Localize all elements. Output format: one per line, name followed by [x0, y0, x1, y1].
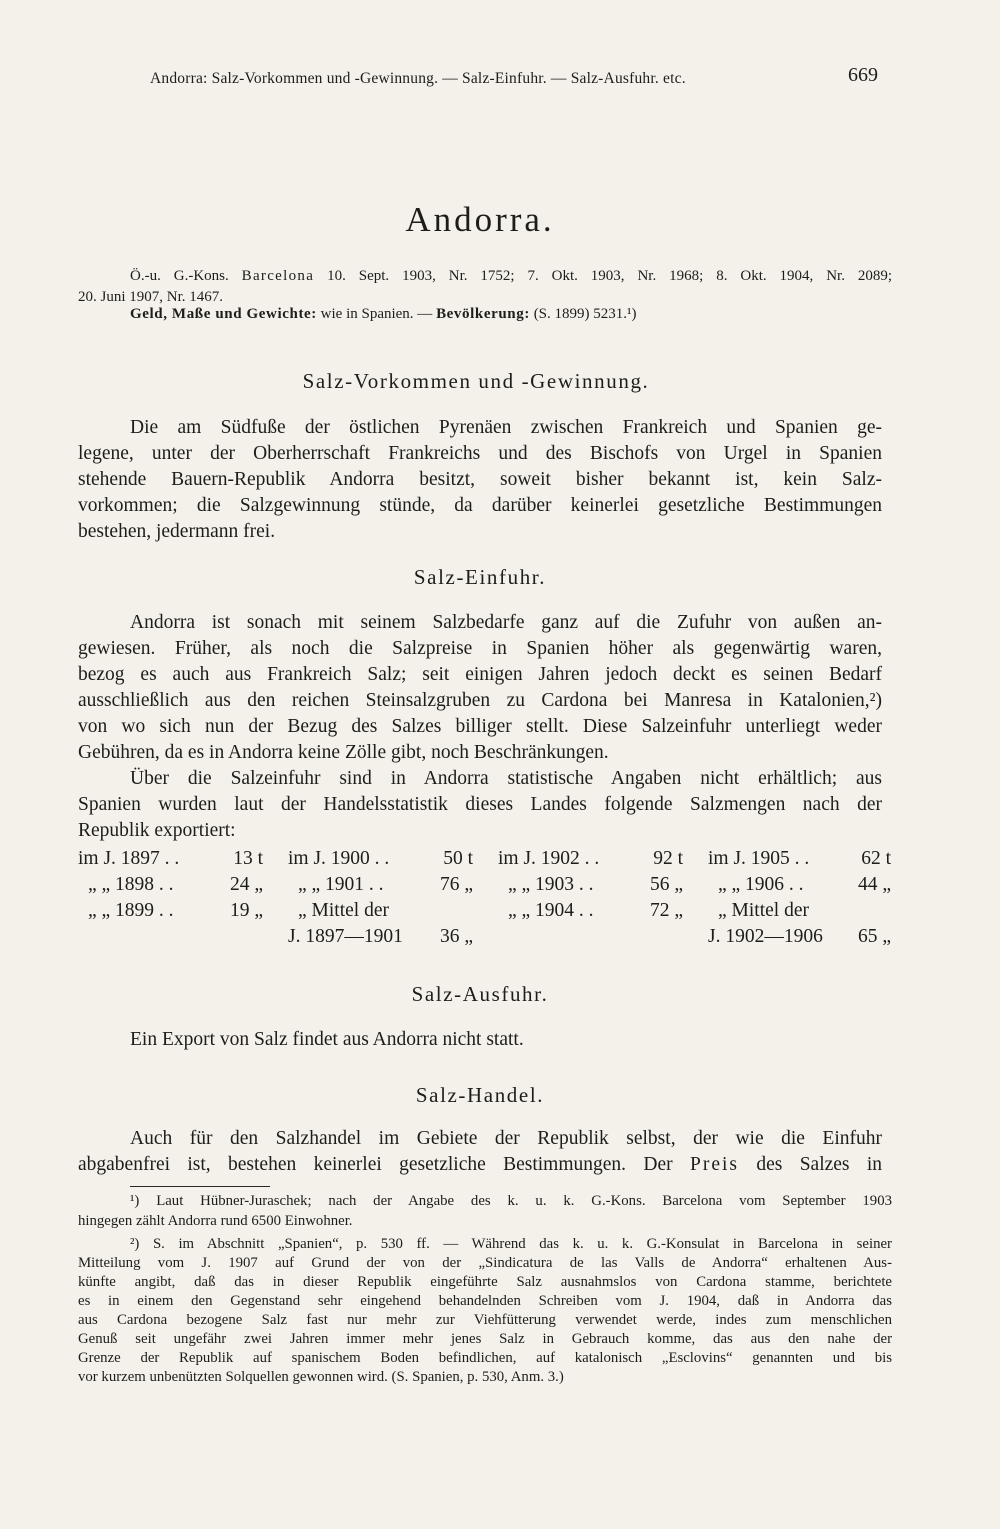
footnote-line: aus Cardona bezogene Salz fast nur mehr zur Viehfütterung verwendet werde, indes zum menschlichen — [78, 1312, 892, 1328]
footnote-line: es in einem den Gegenstand sehr eingehend behandelnden Schreiben vom J. 1904, daß in Andorra das — [78, 1293, 892, 1309]
source-line-2: 20. Juni 1907, Nr. 1467. — [78, 289, 224, 305]
running-head: Andorra: Salz-Vorkommen und -Gewinnung. — Salz-Einfuhr. — Salz-Ausfuhr. etc. — [150, 70, 686, 87]
footnote-line: ²) S. im Abschnitt „Spanien“, p. 530 ff. — Während das k. u. k. G.-Konsulat in Barcelona in seiner — [130, 1236, 892, 1252]
text-line: gewiesen. Früher, als noch die Salzpreise in Spanien höher als gegenwärtig waren, — [78, 638, 882, 659]
report-dates: 10. Sept. 1903, Nr. 1752; 7. Okt. 1903, Nr. 1968; 8. Okt. 1904, Nr. 2089; — [327, 268, 893, 284]
table-value: 65 „ — [857, 926, 891, 947]
text-line: Die am Südfuße der östlichen Pyrenäen zwischen Frankreich und Spanien ge- — [130, 417, 882, 438]
consulate-abbrev: Ö.-u. G.-Kons. — [130, 268, 229, 284]
table-value: 24 „ — [229, 874, 263, 895]
heading-salt-export: Salz-Ausfuhr. — [411, 982, 549, 1006]
table-label: im J. 1900 . . — [288, 848, 390, 869]
table-label: J. 1902—1906 — [708, 926, 823, 947]
table-label: „ „ 1898 . . — [88, 874, 174, 895]
text-line: Republik exportiert: — [78, 820, 236, 841]
footnote-line: Mitteilung vom J. 1907 auf Grund der von der „Sindicatura de las Valls de Andorra“ erhaltenen Aus- — [78, 1255, 892, 1271]
money-measures-text: wie in Spanien. — — [320, 306, 433, 322]
source-line-3 — [130, 306, 637, 323]
table-value: 36 „ — [439, 926, 473, 947]
population-label: Bevölkerung: — [436, 306, 530, 322]
salt-export-table — [78, 848, 900, 948]
paragraph-salt-trade — [0, 1126, 1000, 1186]
heading-salt-trade: Salz-Handel. — [415, 1083, 545, 1107]
table-label: im J. 1897 . . — [78, 848, 180, 869]
text-line — [78, 1152, 882, 1178]
table-value: 72 „ — [649, 900, 683, 921]
footnote-line: vor kurzem unbenützten Solquellen gewonnen wird. (S. Spanien, p. 530, Anm. 3.) — [78, 1369, 564, 1385]
table-value: 19 „ — [229, 900, 263, 921]
text-fragment: abgabenfrei ist, bestehen keinerlei gesetzliche Bestimmungen. Der — [78, 1154, 673, 1175]
paragraph-salt-deposits — [0, 415, 1000, 555]
footnote-line: Grenze der Republik auf spanischem Boden befindlichen, auf katalonisch „Esclovins“ genannten und bis — [78, 1350, 892, 1366]
text-line: Auch für den Salzhandel im Gebiete der Republik selbst, der wie die Einfuhr — [130, 1128, 882, 1149]
footnote-divider — [130, 1186, 270, 1187]
table-value: 62 t — [861, 848, 891, 869]
table-label: im J. 1905 . . — [708, 848, 810, 869]
footnote-2 — [0, 1234, 1000, 1384]
table-label: „ „ 1901 . . — [298, 874, 384, 895]
table-label: im J. 1902 . . — [498, 848, 600, 869]
text-line: bestehen, jedermann frei. — [78, 521, 276, 542]
table-value: 56 „ — [649, 874, 683, 895]
paragraph-salt-export — [0, 1027, 1000, 1057]
footnote-line: künfte angibt, daß das in dieser Republik eingeführte Salz ausnahmslos von Cardona stamme, berichtete — [78, 1274, 892, 1290]
text-line: Andorra ist sonach mit seinem Salzbedarfe ganz auf die Zufuhr von außen an- — [130, 612, 882, 633]
money-measures-label: Geld, Maße und Gewichte: — [130, 306, 317, 322]
source-line-1 — [130, 268, 892, 285]
text-line: Spanien wurden laut der Handelsstatistik dieses Landes folgende Salzmengen nach der — [78, 794, 882, 815]
table-label: „ „ 1899 . . — [88, 900, 174, 921]
table-label: „ Mittel der — [718, 900, 809, 921]
table-value: 13 t — [233, 848, 263, 869]
table-value: 92 t — [653, 848, 683, 869]
paragraph-salt-import — [0, 610, 1000, 840]
spaced-word: Preis — [690, 1154, 739, 1175]
text-fragment: des Salzes in — [756, 1154, 883, 1175]
table-label: „ „ 1906 . . — [718, 874, 804, 895]
text-line: ausschließlich aus den reichen Steinsalzgruben zu Cardona bei Manresa in Katalonien,²) — [78, 690, 882, 711]
table-value: 76 „ — [439, 874, 473, 895]
table-value: 44 „ — [857, 874, 891, 895]
page-title: Andorra. — [405, 200, 555, 239]
text-line: Ein Export von Salz findet aus Andorra nicht statt. — [130, 1029, 524, 1050]
text-line: legene, unter der Oberherrschaft Frankreichs und des Bischofs von Urgel in Spanien — [78, 443, 882, 464]
heading-salt-import: Salz-Einfuhr. — [413, 565, 547, 589]
footnote-line: Genuß seit ungefähr zwei Jahren immer mehr jenes Salz in Gebrauch komme, das aus den nahe der — [78, 1331, 892, 1347]
text-line: vorkommen; die Salzgewinnung stünde, da darüber keinerlei gesetzliche Bestimmungen — [78, 495, 882, 516]
footnote-line: ¹) Laut Hübner-Juraschek; nach der Angabe des k. u. k. G.-Kons. Barcelona vom September 1903 — [130, 1193, 892, 1209]
table-label: „ Mittel der — [298, 900, 389, 921]
text-line: Über die Salzeinfuhr sind in Andorra statistische Angaben nicht erhältlich; aus — [130, 768, 882, 789]
text-line: von wo sich nun der Bezug des Salzes billiger stellt. Diese Salzeinfuhr unterliegt weder — [78, 716, 882, 737]
text-line: stehende Bauern-Republik Andorra besitzt, soweit bisher bekannt ist, kein Salz- — [78, 469, 882, 490]
consulate-city: Barcelona — [241, 268, 315, 284]
table-value: 50 t — [443, 848, 473, 869]
footnote-line: hingegen zählt Andorra rund 6500 Einwohner. — [78, 1213, 353, 1229]
table-label: J. 1897—1901 — [288, 926, 403, 947]
text-line: Gebühren, da es in Andorra keine Zölle gibt, noch Beschränkungen. — [78, 742, 609, 763]
table-label: „ „ 1904 . . — [508, 900, 594, 921]
heading-salt-deposits: Salz-Vorkommen und -Gewinnung. — [302, 369, 650, 393]
footnote-1 — [0, 1191, 1000, 1231]
table-label: „ „ 1903 . . — [508, 874, 594, 895]
text-line: bezog es auch aus Frankreich Salz; seit einigen Jahren jedoch deckt es seinen Bedarf — [78, 664, 882, 685]
page-number: 669 — [848, 64, 878, 86]
population-text: (S. 1899) 5231.¹) — [533, 306, 637, 322]
